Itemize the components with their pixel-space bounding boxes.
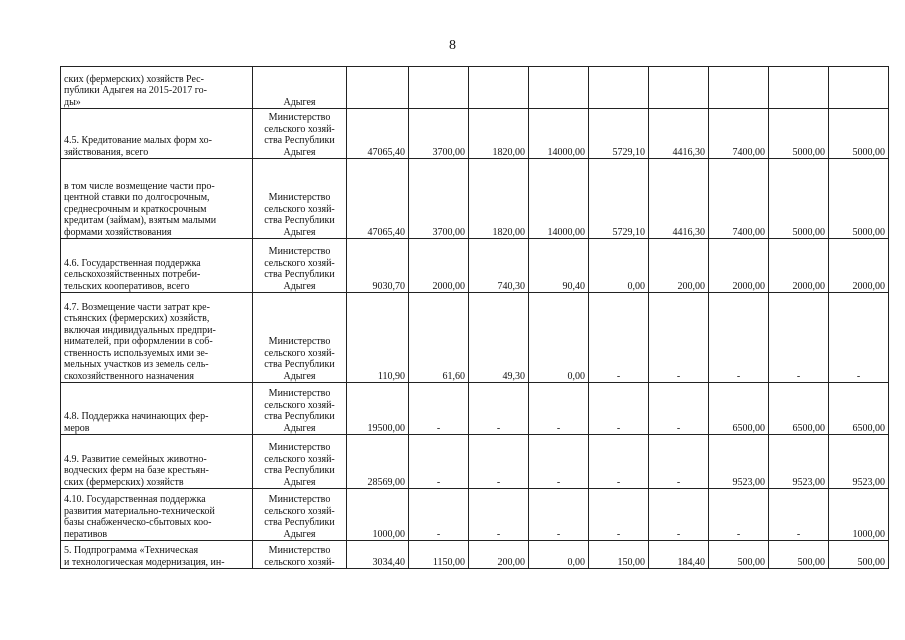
year-value-cell: 9523,00 [769, 435, 829, 489]
year-value-cell: 0,00 [589, 239, 649, 293]
budget-table [60, 66, 889, 569]
year-value-cell: - [529, 489, 589, 541]
executor-cell: Министерство сельского хозяй- ства Республики Адыгея [253, 239, 347, 293]
year-value-cell [529, 67, 589, 109]
year-value-cell: 9523,00 [709, 435, 769, 489]
measure-name-cell: 4.6. Государственная поддержка сельскохозяйственных потреби- тельских кооперативов, всего [61, 239, 253, 293]
table-row [61, 541, 889, 569]
year-value-cell: 61,60 [409, 293, 469, 383]
year-value-cell: - [709, 293, 769, 383]
year-value-cell: 740,30 [469, 239, 529, 293]
year-value-cell: - [529, 383, 589, 435]
executor-cell: Министерство сельского хозяй- ства Республики Адыгея [253, 293, 347, 383]
year-value-cell: 5000,00 [769, 109, 829, 159]
year-value-cell: 90,40 [529, 239, 589, 293]
year-value-cell: 1820,00 [469, 159, 529, 239]
year-value-cell: 4416,30 [649, 159, 709, 239]
year-value-cell [709, 67, 769, 109]
total-value-cell: 47065,40 [347, 159, 409, 239]
year-value-cell [589, 67, 649, 109]
table-row [61, 489, 889, 541]
measure-name-cell: 5. Подпрограмма «Техническая и технологическая модернизация, ин- [61, 541, 253, 569]
executor-cell: Министерство сельского хозяй- ства Республики Адыгея [253, 435, 347, 489]
year-value-cell [649, 67, 709, 109]
executor-cell: Министерство сельского хозяй- ства Республики Адыгея [253, 159, 347, 239]
measure-name-cell: в том числе возмещение части про- центной ставки по долгосрочным, среднесрочным и краткосрочным кредитам (займам), взятым малыми формами хозяйствования [61, 159, 253, 239]
table-row [61, 435, 889, 489]
total-value-cell: 110,90 [347, 293, 409, 383]
year-value-cell: - [409, 435, 469, 489]
year-value-cell: - [409, 383, 469, 435]
year-value-cell: - [469, 383, 529, 435]
measure-name-cell: 4.7. Возмещение части затрат кре- стьянских (фермерских) хозяйств, включая индивидуальных предпри- нимателей, при оформлении в соб- ственность используемых ими зе- мельных участков из земель сель- скохозяйственного назначения [61, 293, 253, 383]
table-row [61, 109, 889, 159]
year-value-cell: 0,00 [529, 541, 589, 569]
year-value-cell [829, 67, 889, 109]
total-value-cell: 47065,40 [347, 109, 409, 159]
total-value-cell: 1000,00 [347, 489, 409, 541]
year-value-cell: 14000,00 [529, 159, 589, 239]
year-value-cell: 1000,00 [829, 489, 889, 541]
table-row [61, 159, 889, 239]
year-value-cell: - [709, 489, 769, 541]
total-value-cell: 28569,00 [347, 435, 409, 489]
executor-cell: Министерство сельского хозяй- [253, 541, 347, 569]
year-value-cell: - [589, 435, 649, 489]
total-value-cell: 19500,00 [347, 383, 409, 435]
year-value-cell: 5729,10 [589, 109, 649, 159]
year-value-cell: 184,40 [649, 541, 709, 569]
year-value-cell: - [649, 489, 709, 541]
year-value-cell: - [469, 435, 529, 489]
year-value-cell: 9523,00 [829, 435, 889, 489]
year-value-cell: 2000,00 [829, 239, 889, 293]
page-number: 8 [449, 38, 456, 53]
year-value-cell: - [409, 489, 469, 541]
year-value-cell: 1150,00 [409, 541, 469, 569]
table-row [61, 239, 889, 293]
year-value-cell: 500,00 [769, 541, 829, 569]
year-value-cell: 1820,00 [469, 109, 529, 159]
year-value-cell: 4416,30 [649, 109, 709, 159]
total-value-cell [347, 67, 409, 109]
year-value-cell: - [649, 435, 709, 489]
year-value-cell [469, 67, 529, 109]
year-value-cell: 200,00 [649, 239, 709, 293]
year-value-cell: 5729,10 [589, 159, 649, 239]
year-value-cell: - [589, 489, 649, 541]
table-body [61, 67, 889, 569]
year-value-cell: 6500,00 [769, 383, 829, 435]
year-value-cell: 6500,00 [709, 383, 769, 435]
year-value-cell: 2000,00 [769, 239, 829, 293]
measure-name-cell: 4.5. Кредитование малых форм хо- зяйствования, всего [61, 109, 253, 159]
year-value-cell: 5000,00 [769, 159, 829, 239]
year-value-cell: 14000,00 [529, 109, 589, 159]
year-value-cell [769, 67, 829, 109]
table-row [61, 383, 889, 435]
year-value-cell: 2000,00 [709, 239, 769, 293]
year-value-cell: 3700,00 [409, 109, 469, 159]
measure-name-cell: 4.8. Поддержка начинающих фер- меров [61, 383, 253, 435]
year-value-cell: - [769, 489, 829, 541]
year-value-cell: - [769, 293, 829, 383]
measure-name-cell: 4.10. Государственная поддержка развития материально-технической базы снабженческо-сбытовых коо- перативов [61, 489, 253, 541]
measure-name-cell: ских (фермерских) хозяйств Рес- публики Адыгея на 2015-2017 го- ды» [61, 67, 253, 109]
executor-cell: Министерство сельского хозяй- ства Республики Адыгея [253, 489, 347, 541]
year-value-cell: 7400,00 [709, 109, 769, 159]
year-value-cell: - [829, 293, 889, 383]
year-value-cell: 150,00 [589, 541, 649, 569]
executor-cell: Адыгея [253, 67, 347, 109]
year-value-cell: - [469, 489, 529, 541]
year-value-cell: 3700,00 [409, 159, 469, 239]
year-value-cell: 200,00 [469, 541, 529, 569]
table-row [61, 67, 889, 109]
year-value-cell: - [649, 383, 709, 435]
executor-cell: Министерство сельского хозяй- ства Республики Адыгея [253, 383, 347, 435]
year-value-cell: 7400,00 [709, 159, 769, 239]
total-value-cell: 3034,40 [347, 541, 409, 569]
year-value-cell: 6500,00 [829, 383, 889, 435]
year-value-cell: 49,30 [469, 293, 529, 383]
table-row [61, 293, 889, 383]
year-value-cell: - [649, 293, 709, 383]
measure-name-cell: 4.9. Развитие семейных животно- водческих ферм на базе крестьян- ских (фермерских) хозяйств [61, 435, 253, 489]
year-value-cell: - [589, 383, 649, 435]
year-value-cell: 2000,00 [409, 239, 469, 293]
year-value-cell [409, 67, 469, 109]
year-value-cell: 0,00 [529, 293, 589, 383]
year-value-cell: - [589, 293, 649, 383]
year-value-cell: 500,00 [829, 541, 889, 569]
year-value-cell: 5000,00 [829, 109, 889, 159]
total-value-cell: 9030,70 [347, 239, 409, 293]
year-value-cell: 500,00 [709, 541, 769, 569]
year-value-cell: 5000,00 [829, 159, 889, 239]
executor-cell: Министерство сельского хозяй- ства Республики Адыгея [253, 109, 347, 159]
year-value-cell: - [529, 435, 589, 489]
